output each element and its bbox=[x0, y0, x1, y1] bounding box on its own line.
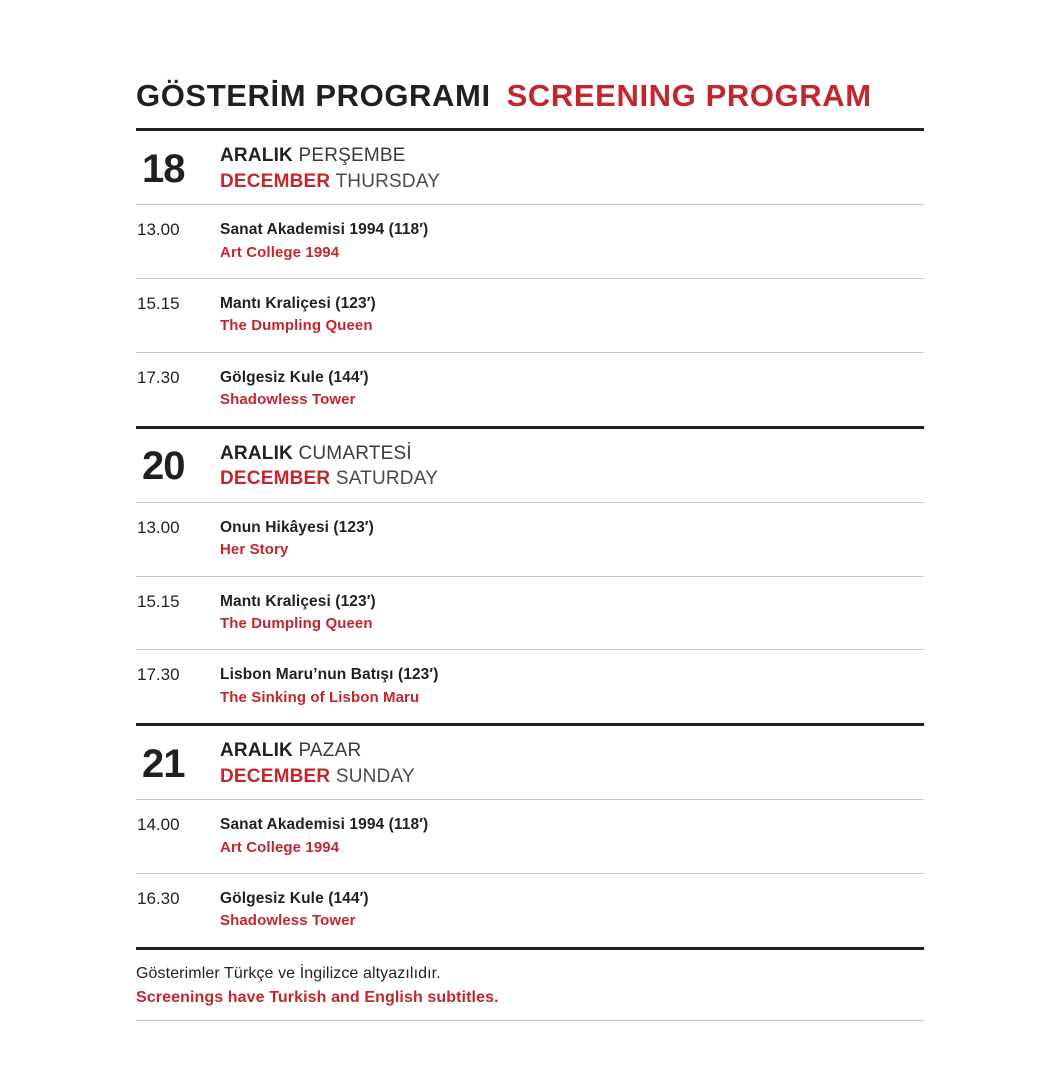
film-title-english: The Dumpling Queen bbox=[220, 614, 373, 632]
screening-titles bbox=[220, 516, 924, 562]
screening-time: 13.00 bbox=[137, 517, 180, 537]
film-title-english: Shadowless Tower bbox=[220, 391, 356, 409]
day-weekday-english: SATURDAY bbox=[335, 468, 439, 490]
screening-row bbox=[136, 353, 924, 426]
day-number: 21 bbox=[142, 741, 185, 786]
film-title-turkish: Sanat Akademisi 1994 (118′) bbox=[220, 816, 429, 834]
subtitle-note bbox=[136, 950, 924, 1016]
film-title-english: The Dumpling Queen bbox=[220, 317, 373, 335]
day-labels bbox=[220, 738, 924, 789]
screening-time: 14.00 bbox=[137, 815, 180, 835]
subtitle-note-turkish: Gösterimler Türkçe ve İngilizce altyazılıdır. bbox=[136, 964, 441, 982]
day-weekday-turkish: CUMARTESİ bbox=[298, 442, 412, 464]
screening-row bbox=[136, 874, 924, 947]
day-number: 18 bbox=[142, 146, 185, 191]
screening-time: 15.15 bbox=[137, 294, 180, 314]
day-line-english bbox=[220, 169, 924, 195]
film-title-english: Her Story bbox=[220, 541, 289, 559]
screening-titles bbox=[220, 218, 924, 264]
screening-time: 17.30 bbox=[137, 665, 180, 685]
bottom-rule bbox=[136, 1020, 924, 1021]
screening-time: 15.15 bbox=[137, 591, 180, 611]
day-line-turkish bbox=[220, 143, 924, 169]
program-content bbox=[136, 78, 924, 1021]
screening-row bbox=[136, 279, 924, 352]
film-title-turkish: Gölgesiz Kule (144′) bbox=[220, 368, 369, 386]
screening-titles bbox=[220, 813, 924, 859]
day-month-english: DECEMBER bbox=[220, 468, 331, 490]
film-title-english: Art College 1994 bbox=[220, 838, 340, 856]
film-title-turkish: Mantı Kraliçesi (123′) bbox=[220, 295, 376, 313]
day-weekday-english: SUNDAY bbox=[335, 765, 415, 787]
film-title-turkish: Sanat Akademisi 1994 (118′) bbox=[220, 221, 429, 239]
screening-titles bbox=[220, 590, 924, 636]
day-labels bbox=[220, 143, 924, 194]
screening-row bbox=[136, 205, 924, 278]
day-weekday-turkish: PAZAR bbox=[298, 740, 362, 762]
day-header bbox=[136, 429, 924, 502]
film-title-turkish: Gölgesiz Kule (144′) bbox=[220, 890, 369, 908]
day-line-turkish bbox=[220, 738, 924, 764]
film-title-turkish: Onun Hikâyesi (123′) bbox=[220, 518, 374, 536]
day-month-english: DECEMBER bbox=[220, 765, 331, 787]
day-labels bbox=[220, 441, 924, 492]
film-title-english: Shadowless Tower bbox=[220, 912, 356, 930]
day-line-english bbox=[220, 764, 924, 790]
screening-row bbox=[136, 650, 924, 723]
screening-row bbox=[136, 503, 924, 576]
film-title-turkish: Lisbon Maru’nun Batışı (123′) bbox=[220, 666, 439, 684]
subtitle-note-english: Screenings have Turkish and English subtitles. bbox=[136, 988, 499, 1006]
day-weekday-turkish: PERŞEMBE bbox=[298, 145, 406, 166]
day-month-english: DECEMBER bbox=[220, 170, 331, 192]
day-line-turkish bbox=[220, 441, 924, 467]
page-title-english: SCREENING PROGRAM bbox=[506, 78, 872, 113]
day-header bbox=[136, 726, 924, 799]
screening-titles bbox=[220, 366, 924, 412]
film-title-english: The Sinking of Lisbon Maru bbox=[220, 688, 420, 706]
screening-titles bbox=[220, 292, 924, 338]
screening-titles bbox=[220, 887, 924, 933]
day-month-turkish: ARALIK bbox=[220, 145, 293, 166]
page-title-turkish: GÖSTERİM PROGRAMI bbox=[136, 78, 491, 113]
day-month-turkish: ARALIK bbox=[220, 442, 293, 464]
screening-row bbox=[136, 577, 924, 650]
screening-time: 13.00 bbox=[137, 220, 180, 240]
screening-time: 17.30 bbox=[137, 367, 180, 387]
film-title-english: Art College 1994 bbox=[220, 243, 340, 261]
screening-time: 16.30 bbox=[137, 889, 180, 909]
day-line-english bbox=[220, 466, 924, 492]
film-title-turkish: Mantı Kraliçesi (123′) bbox=[220, 592, 376, 610]
page-title bbox=[136, 78, 924, 114]
day-month-turkish: ARALIK bbox=[220, 740, 293, 762]
day-weekday-english: THURSDAY bbox=[335, 170, 441, 192]
screening-row bbox=[136, 800, 924, 873]
day-number: 20 bbox=[142, 444, 185, 489]
screening-titles bbox=[220, 663, 924, 709]
day-header bbox=[136, 131, 924, 204]
